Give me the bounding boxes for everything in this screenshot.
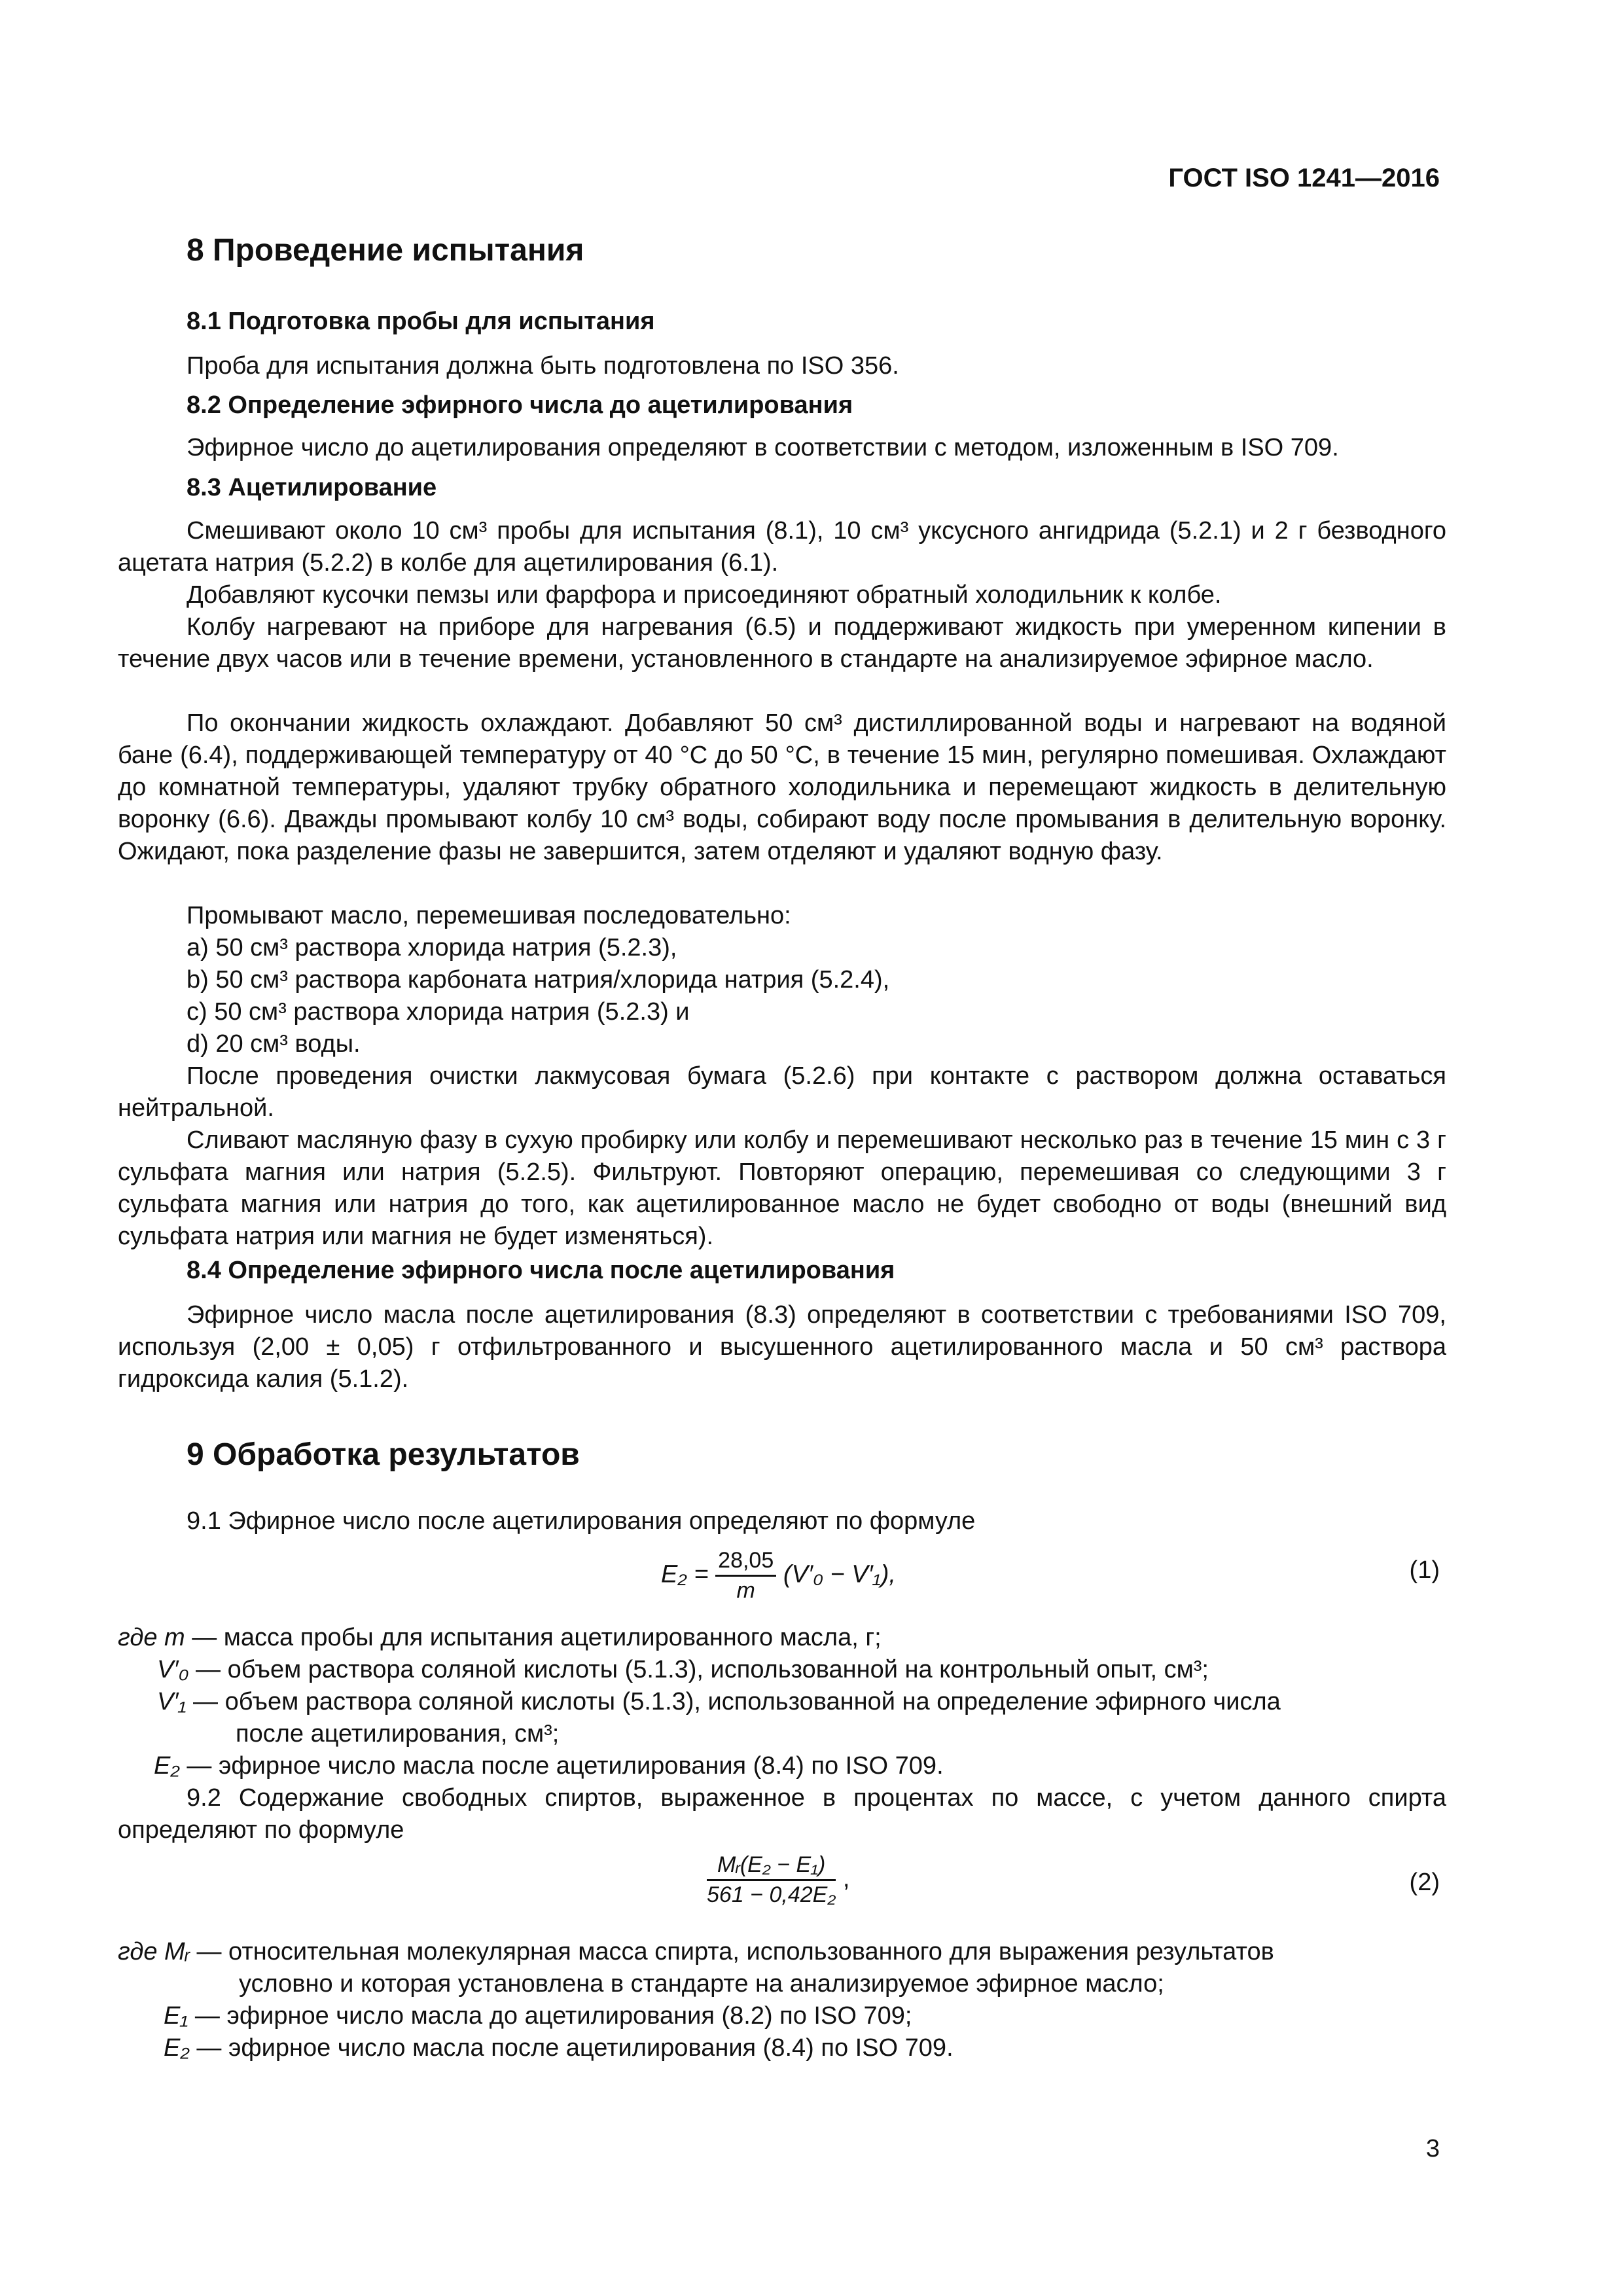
paragraph-8-3-3: Колбу нагревают на приборе для нагревания (6.5) и поддерживают жидкость при умеренном кипении в течение двух часов или в течение времени, установленного в стандарте на анализируемое эфирное масло.: [118, 613, 1446, 673]
formula-1-rhs: (V′₀ − V′₁),: [783, 1560, 896, 1588]
where-row: [157, 1686, 1281, 1718]
where-text: условно и которая установлена в стандарте на анализируемое эфирное масло;: [239, 1970, 1164, 1998]
where-text: — относительная молекулярная масса спирта, использованного для выражения результатов: [196, 1938, 1274, 1965]
where-text: — объем раствора соляной кислоты (5.1.3), использованной на определение эфирного числа: [193, 1688, 1281, 1715]
formula-1: [661, 1548, 896, 1604]
subsection-9-1-text: 9.1 Эфирное число после ацетилирования определяют по формуле: [187, 1507, 976, 1535]
where-symbol: E₁: [164, 2002, 188, 2030]
subsection-8-4-text: Эфирное число масла после ацетилирования (8.3) определяют в соответствии с требованиями ISO 709, используя (2,00 ± 0,05) г отфильтрованного и высушенного ацетилированного масла и 50 см³ раствора гидроксида калия (5.1.2).: [118, 1301, 1446, 1393]
formula-1-number: (1): [1409, 1556, 1440, 1584]
where-symbol: V′₁: [157, 1688, 187, 1715]
where-row-continuation: [239, 1968, 1164, 2000]
subsection-9-2-text: 9.2 Содержание свободных спиртов, выраженное в процентах по массе, с учетом данного спирта определяют по формуле: [118, 1784, 1446, 1844]
formula-1-numerator: 28,05: [715, 1548, 776, 1577]
formula-2-fraction: [707, 1852, 836, 1908]
formula-2-number: (2): [1409, 1869, 1440, 1896]
where-symbol: V′₀: [157, 1656, 189, 1683]
paragraph-8-3-6: После проведения очистки лакмусовая бумага (5.2.6) при контакте с раствором должна оставаться нейтральной.: [118, 1062, 1446, 1122]
section-9-title: 9 Обработка результатов: [187, 1437, 580, 1472]
list-item-b: b) 50 см³ раствора карбоната натрия/хлорида натрия (5.2.4),: [187, 966, 890, 994]
where-row: [118, 1622, 882, 1654]
where-text: — масса пробы для испытания ацетилированного масла, г;: [192, 1624, 882, 1651]
where-row: [157, 1654, 1209, 1686]
formula-2-denominator: 561 − 0,42E₂: [707, 1882, 836, 1907]
formula-2-tail: ,: [842, 1865, 850, 1893]
where-row: [154, 1750, 944, 1782]
paragraph-8-3-5: Промывают масло, перемешивая последовательно:: [187, 902, 791, 929]
subsection-8-4-title: 8.4 Определение эфирного числа после ацетилирования: [187, 1257, 895, 1284]
where-row: [164, 2032, 954, 2064]
where-row: [118, 1936, 1274, 1968]
where-symbol: где m: [118, 1624, 185, 1651]
subsection-8-1-title: 8.1 Подготовка пробы для испытания: [187, 308, 655, 335]
where-text: — эфирное число масла после ацетилирования (8.4) по ISO 709.: [196, 2034, 954, 2062]
list-item-d: d) 20 см³ воды.: [187, 1030, 361, 1058]
where-text: после ацетилирования, см³;: [236, 1720, 560, 1748]
list-item-a: a) 50 см³ раствора хлорида натрия (5.2.3),: [187, 934, 677, 961]
section-8-title: 8 Проведение испытания: [187, 233, 584, 268]
where-row-continuation: [236, 1718, 559, 1750]
paragraph-8-3-2: Добавляют кусочки пемзы или фарфора и присоединяют обратный холодильник к колбе.: [187, 581, 1222, 609]
formula-1-denominator: m: [736, 1578, 755, 1603]
subsection-8-2-text: Эфирное число до ацетилирования определяют в соответствии с методом, изложенным в ISO 709.: [187, 434, 1339, 461]
paragraph-8-3-7: Сливают масляную фазу в сухую пробирку или колбу и перемешивают несколько раз в течение 15 мин с 3 г сульфата магния или натрия (5.2.5). Фильтруют. Повторяют операцию, перемешивая со следующими 3 г сульфата магния или натрия до того, как ацетилированное масло не будет свободно от воды (внешний вид сульфата натрия или магния не будет изменяться).: [118, 1126, 1446, 1250]
formula-1-lhs: E₂ =: [661, 1560, 709, 1588]
where-row: [164, 2000, 912, 2032]
formula-2-numerator: Mᵣ(E₂ − E₁): [707, 1852, 836, 1881]
list-item-c: c) 50 см³ раствора хлорида натрия (5.2.3) и: [187, 998, 690, 1026]
paragraph-8-3-1: Смешивают около 10 см³ пробы для испытания (8.1), 10 см³ уксусного ангидрида (5.2.1) и 2 г безводного ацетата натрия (5.2.2) в колбе для ацетилирования (6.1).: [118, 517, 1446, 577]
formula-2: [707, 1852, 849, 1908]
formula-1-fraction: [715, 1548, 776, 1604]
subsection-8-2-title: 8.2 Определение эфирного числа до ацетилирования: [187, 391, 853, 419]
page-number: 3: [1425, 2135, 1440, 2162]
subsection-8-3-title: 8.3 Ацетилирование: [187, 474, 437, 501]
where-text: — эфирное число масла до ацетилирования (8.2) по ISO 709;: [194, 2002, 912, 2030]
where-symbol: E₂: [154, 1752, 180, 1780]
where-symbol: E₂: [164, 2034, 190, 2062]
document-id: ГОСТ ISO 1241—2016: [1168, 164, 1440, 192]
subsection-8-1-text: Проба для испытания должна быть подготовлена по ISO 356.: [187, 352, 899, 380]
where-text: — объем раствора соляной кислоты (5.1.3), использованной на контрольный опыт, см³;: [196, 1656, 1209, 1683]
paragraph-8-3-4: По окончании жидкость охлаждают. Добавляют 50 см³ дистиллированной воды и нагревают на водяной бане (6.4), поддерживающей температуру от 40 °С до 50 °С, в течение 15 мин, регулярно помешивая. Охлаждают до комнатной температуры, удаляют трубку обратного холодильника и перемещают жидкость в делительную воронку (6.6). Дважды промывают колбу 10 см³ воды, собирают воду после промывания в делительную воронку. Ожидают, пока разделение фазы не завершится, затем отделяют и удаляют водную фазу.: [118, 709, 1446, 865]
where-text: — эфирное число масла после ацетилирования (8.4) по ISO 709.: [187, 1752, 944, 1780]
where-symbol: где Mᵣ: [118, 1938, 190, 1965]
